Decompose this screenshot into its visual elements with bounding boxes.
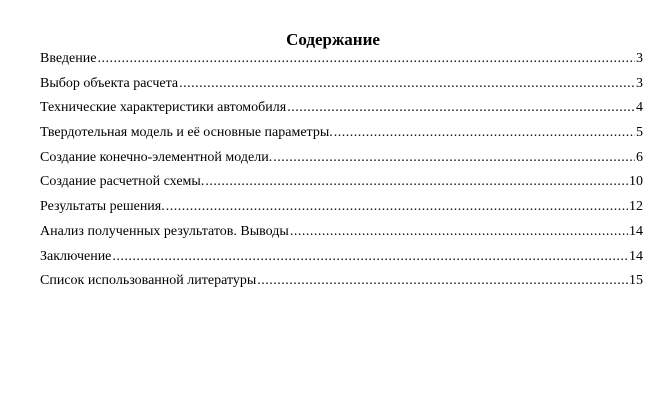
toc-entry-page: 12	[629, 199, 643, 215]
toc-leader-dots	[257, 272, 628, 290]
toc-entry	[40, 50, 643, 75]
toc-entry-label: Выбор объекта расчета	[40, 75, 179, 91]
toc-entry-page: 10	[629, 174, 643, 190]
toc-leader-dots	[290, 223, 628, 241]
toc-entry-page: 3	[636, 51, 643, 66]
toc-title: Содержание	[286, 30, 380, 49]
toc-entry-label: Технические характеристики автомобиля	[40, 100, 287, 116]
toc-entry	[40, 272, 643, 297]
toc-entry-label: Анализ полученных результатов. Выводы	[40, 223, 289, 239]
toc-entry-page: 6	[636, 149, 643, 165]
toc-leader-dots	[273, 149, 635, 167]
toc-entry-page: 14	[629, 248, 643, 264]
toc-entry-page: 14	[629, 223, 643, 239]
toc-entry-page: 4	[636, 100, 643, 116]
toc-leader-dots	[166, 198, 628, 216]
toc-leader-dots	[287, 99, 635, 117]
toc-entry	[40, 75, 643, 100]
toc-entry	[40, 99, 643, 124]
toc-entry-label: Создание расчетной схемы.	[40, 174, 205, 190]
toc-leader-dots	[205, 173, 628, 191]
toc-entry-page: 3	[636, 75, 643, 91]
toc-leader-dots	[334, 124, 635, 142]
toc-list	[40, 50, 643, 297]
toc-entry-label: Результаты решения.	[40, 199, 165, 215]
toc-leader-dots	[112, 248, 628, 266]
toc-entry-label: Введение	[40, 51, 97, 66]
toc-entry	[40, 248, 643, 273]
toc-entry	[40, 124, 643, 149]
toc-entry-label: Твердотельная модель и её основные параметры.	[40, 125, 333, 141]
toc-leader-dots	[97, 50, 635, 68]
toc-entry-page: 15	[629, 273, 643, 289]
toc-entry-label: Список использованной литературы	[40, 273, 257, 289]
toc-leader-dots	[179, 75, 635, 93]
toc-entry	[40, 149, 643, 174]
toc-entry-label: Создание конечно-элементной модели.	[40, 149, 273, 165]
toc-entry	[40, 223, 643, 248]
toc-entry	[40, 198, 643, 223]
toc-entry-label: Заключение	[40, 248, 112, 264]
toc-entry-page: 5	[636, 125, 643, 141]
toc-entry	[40, 173, 643, 198]
